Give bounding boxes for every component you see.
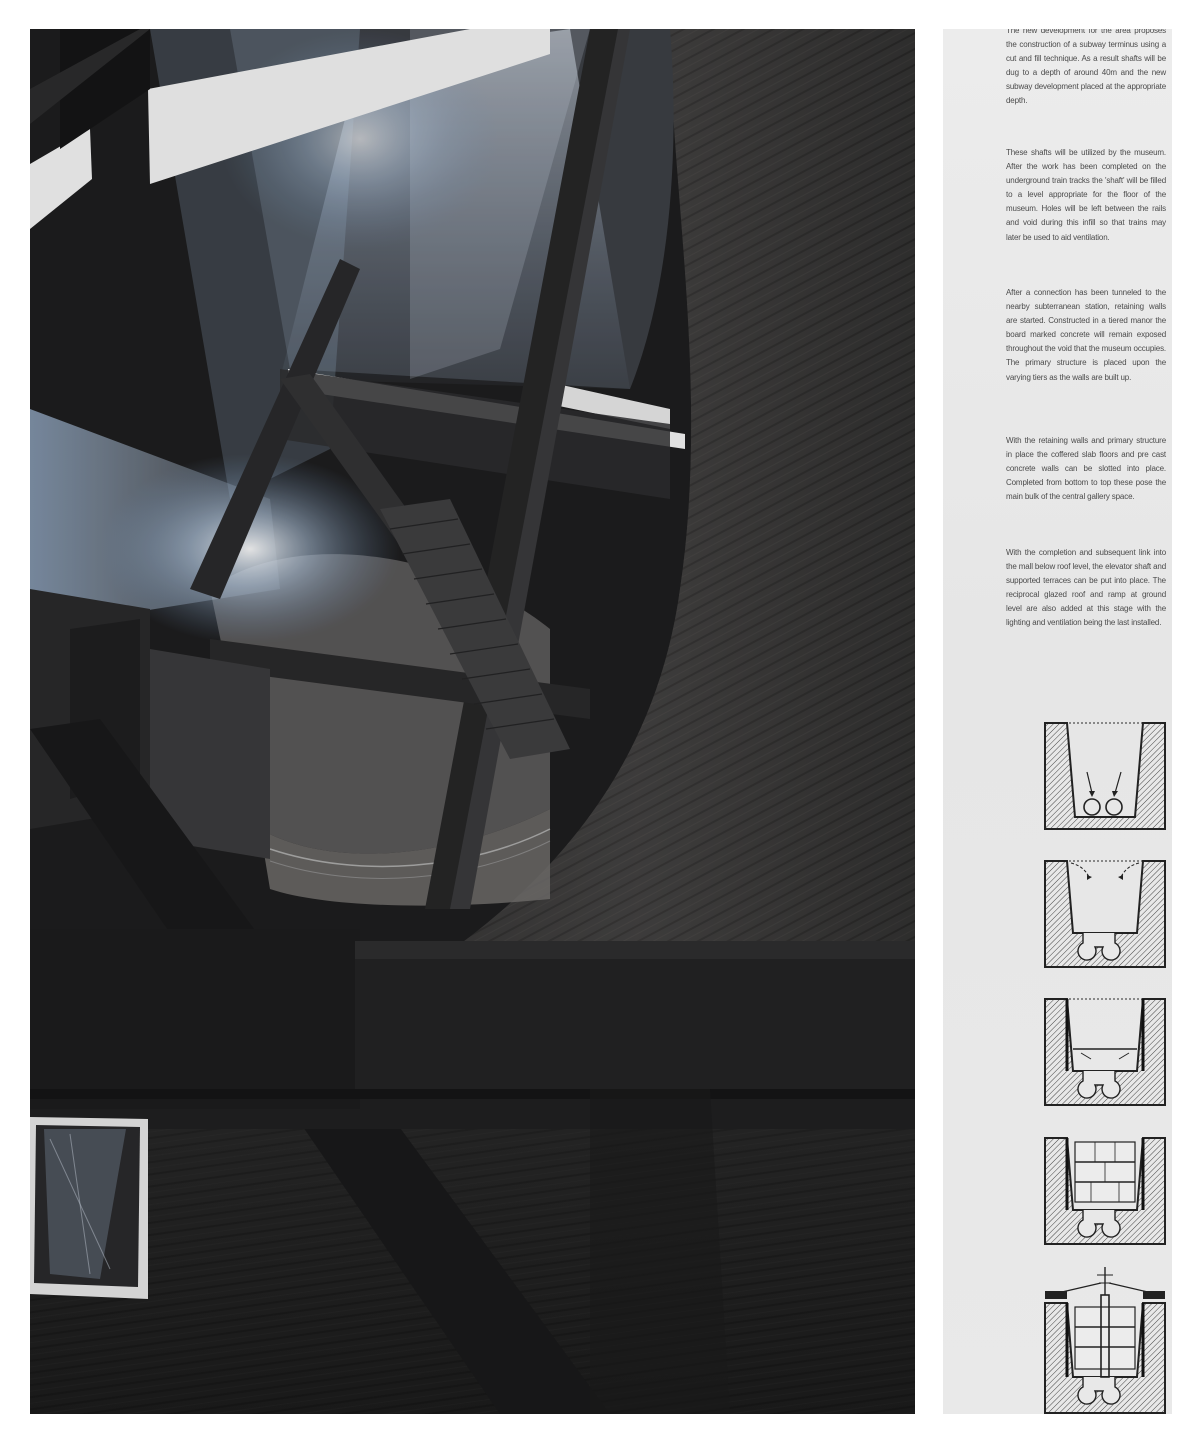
sketch-stage-4 bbox=[1043, 1132, 1168, 1250]
paragraph-excavation: The new development for the area proposes the construction of a subway terminus using a cut and fill technique. As a result shafts will be dug to a depth of around 40m and the new subway development placed at the appropriate depth. bbox=[1006, 29, 1166, 106]
paragraph-floors: With the retaining walls and primary structure in place the coffered slab floors and pre cast concrete walls can be slotted into place. Completed from bottom to top these pose the main bulk of the central gallery space. bbox=[1006, 436, 1166, 502]
paragraph-infill: These shafts will be utilized by the museum. After the work has been completed on the underground train tracks the 'shaft' will be filled to a level appropriate for the floor of the museum. Holes will be left between the rails and void during this infill so that trains may later be used to aid ventilation. bbox=[1006, 148, 1166, 242]
paragraph-retaining-walls: After a connection has been tunneled to the nearby subterranean station, retaining walls are started. Constructed in a tiered manor the board marked concrete will remain exposed throughout the void that the museum occupies. The primary structure is placed upon the varying tiers as the walls are built up. bbox=[1006, 288, 1166, 382]
sketch-stage-3 bbox=[1043, 993, 1168, 1111]
text-panel bbox=[943, 29, 1172, 1414]
paragraph-roof: With the completion and subsequent link into the mall below roof level, the elevator shaft and supported terraces can be put into place. The reciprocal glazed roof and ramp at ground level are also added at this stage with the lighting and ventilation being the last installed. bbox=[1006, 548, 1166, 628]
architectural-render bbox=[30, 29, 915, 1414]
sketch-stage-5 bbox=[1043, 1265, 1168, 1414]
sketch-stage-1 bbox=[1043, 717, 1168, 835]
sketch-stage-2 bbox=[1043, 855, 1168, 973]
render-illustration bbox=[30, 29, 915, 1414]
